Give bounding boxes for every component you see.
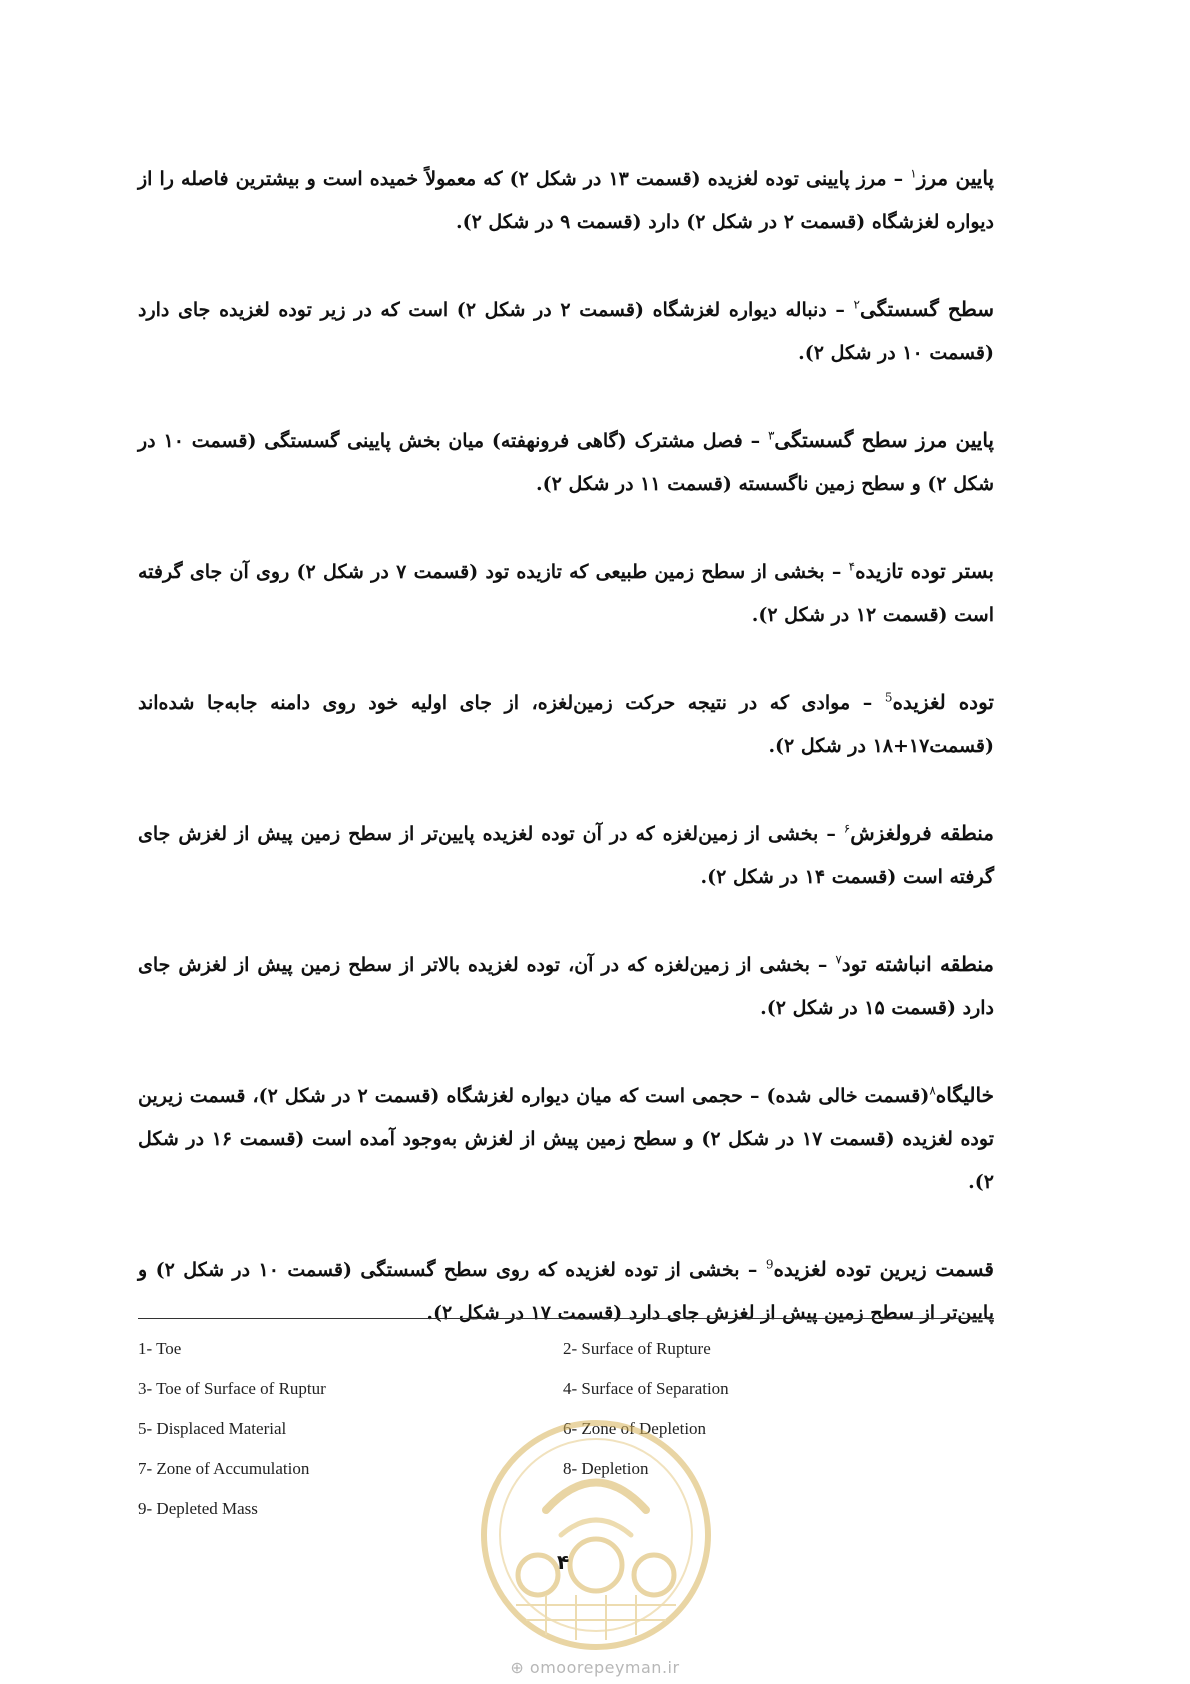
glossary-entry [138,943,994,1030]
glossary-entry [138,550,994,637]
glossary-entry [138,812,994,899]
entry-body: (قسمت خالی شده) – حجمی است که میان دیواره لغزشگاه (قسمت ۲ در شکل ۲)، قسمت زیرین توده لغزیده (قسمت ۱۷ در شکل ۲) و سطح زمین پیش از لغزش به‌وجود آمده است (قسمت ۱۶ در شکل ۲). [138,1085,994,1193]
footnote-item: 8- Depletion [563,1459,649,1478]
footnote-item: 2- Surface of Rupture [563,1339,711,1358]
footnote-ref: ۶ [843,821,851,836]
watermark-url-text: omoorepeyman.ir [529,1658,680,1677]
entry-body: – بخشی از زمین‌لغزه که در آن، توده لغزیده بالاتر از سطح زمین پیش از لغزش جای دارد (قسمت ۱۵ در شکل ۲). [138,954,994,1019]
entry-term: پایین مرز [916,166,994,190]
footnote-item: 5- Displaced Material [138,1419,287,1438]
glossary-entry [138,681,994,768]
glossary-entry [138,1074,994,1204]
watermark-url: ⊕ omoorepeyman.ir [510,1658,680,1677]
footnote-item: 3- Toe of Surface of Ruptur [138,1379,326,1398]
page-number: ۴ [557,1550,570,1574]
entry-body: – مرز پایینی توده لغزیده (قسمت ۱۳ در شکل ۲) که معمولاً خمیده است و بیشترین فاصله را از دیواره لغزشگاه (قسمت ۲ در شکل ۲) دارد (قسمت ۹ در شکل ۲). [138,168,994,233]
footnote-divider [138,1318,994,1319]
footnote-ref: ۴ [848,559,856,574]
watermark-seal-icon [476,1415,716,1655]
footnote-item: 9- Depleted Mass [138,1499,258,1518]
entry-term: منطقه فرولغزش [850,821,994,845]
glossary-entry [138,288,994,375]
glossary-entry [138,157,994,244]
entry-term: توده لغزیده [892,690,994,714]
entry-body: – بخشی از زمین‌لغزه که در آن توده لغزیده پایین‌تر از سطح زمین پیش از لغزش جای گرفته است (قسمت ۱۴ در شکل ۲). [138,823,994,888]
glossary-entry [138,419,994,506]
footnote-ref: ۲ [853,297,860,312]
entry-body: – موادی که در نتیجه حرکت زمین‌لغزه، از جای اولیه خود روی دامنه جابه‌جا شده‌اند (قسمت۱۷+۱۸ در شکل ۲). [138,692,994,757]
entry-body: – فصل مشترک (گاهی فرونهفته) میان بخش پایینی گسستگی (قسمت ۱۰ در شکل ۲) و سطح زمین ناگسسته (قسمت ۱۱ در شکل ۲). [138,430,994,495]
footnote-item: 7- Zone of Accumulation [138,1459,310,1478]
entry-term: قسمت زیرین توده لغزیده [773,1257,994,1281]
footnote-ref: ۸ [929,1083,936,1098]
entry-term: منطقه انباشته تود [841,952,994,976]
glossary-entries [138,138,994,1379]
entry-term: سطح گسستگی [859,297,994,321]
entry-body: – دنباله دیواره لغزشگاه (قسمت ۲ در شکل ۲) است که در زیر توده لغزیده جای دارد (قسمت ۱۰ در شکل ۲). [138,299,994,364]
footnote-ref: 5 [884,690,893,705]
footnote-ref: 9 [765,1257,774,1272]
footnote-ref: ۳ [767,428,775,443]
footnote-item: 1- Toe [138,1339,182,1358]
entry-body: – بخشی از توده لغزیده که روی سطح گسستگی (قسمت ۱۰ در شکل ۲) و پایین‌تر از سطح زمین پیش از لغزش جای دارد (قسمت ۱۷ در شکل ۲). [138,1259,994,1324]
glossary-entry [138,1248,994,1335]
entry-term: خالیگاه [935,1083,994,1107]
footnote-item: 4- Surface of Separation [563,1379,729,1398]
footnote-ref: ۷ [835,952,842,967]
footnote-item: 6- Zone of Depletion [563,1419,707,1438]
entry-term: پایین مرز سطح گسستگی [774,428,994,452]
entry-term: بستر توده تازیده [855,559,994,583]
footnote-ref: ۱ [910,166,917,181]
entry-body: – بخشی از سطح زمین طبیعی که تازیده تود (قسمت ۷ در شکل ۲) روی آن جای گرفته است (قسمت ۱۲ در شکل ۲). [138,561,994,626]
